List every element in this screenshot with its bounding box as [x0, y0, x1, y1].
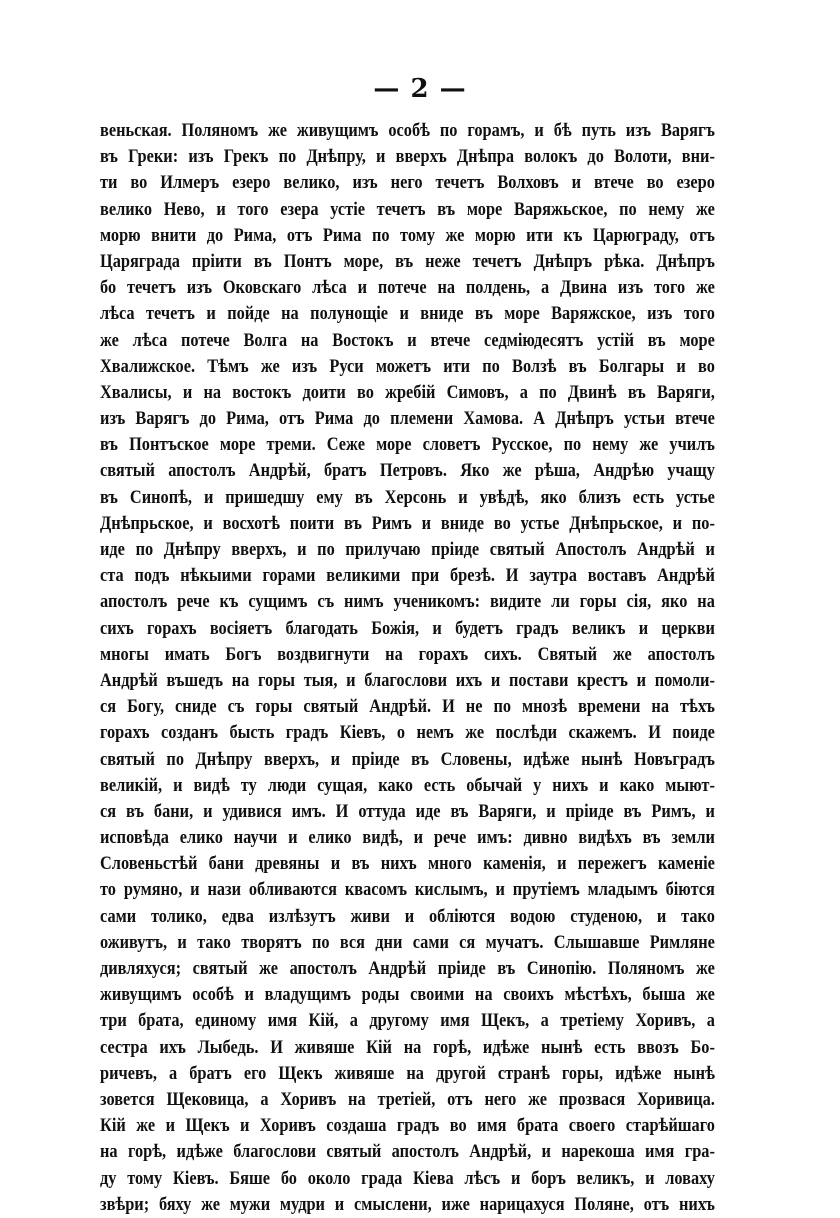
text-line: ста подъ нѣкыими горами великими при брезѣ. И заутра воставъ Андрѣй [100, 565, 715, 587]
text-line: въ Греки: изъ Грекъ по Днѣпру, и вверхъ Днѣпра волокъ до Волоти, вни- [100, 146, 715, 168]
text-line: въ Синопѣ, и пришедшу ему въ Херсонь и увѣдѣ, яко близъ есть устье [100, 486, 715, 508]
text-line: морю внити до Рима, отъ Рима по тому же морю ити къ Царюграду, отъ [100, 224, 715, 246]
text-line: Кій же и Щекъ и Хоривъ создаша градъ во имя брата своего старѣйшаго [100, 1115, 715, 1137]
text-line: въ Понтъское море треми. Сеже море словетъ Русское, по нему же училъ [100, 434, 715, 456]
text-line: великій, и видѣ ту люди сущая, како есть обычай у нихъ и како мыют- [100, 774, 715, 796]
text-line: велико Нево, и того езера устіе течетъ въ море Варяжьское, по нему же [100, 198, 715, 220]
text-line: Хвалижское. Тѣмъ же изъ Руси можетъ ити по Волзѣ въ Болгары и во [100, 355, 715, 377]
text-line: апостолъ рече къ сущимъ съ нимъ ученикомъ: видите ли горы сія, яко на [100, 591, 715, 613]
text-body [100, 118, 715, 1218]
text-line: изъ Варягъ до Рима, отъ Рима до племени Хамова. А Днѣпръ устьи втече [100, 408, 715, 430]
text-line: веньская. Поляномъ же живущимъ особѣ по горамъ, и бѣ путь изъ Варягъ [100, 120, 715, 141]
text-line: дивляхуся; святый же апостолъ Андрѣй пріиде въ Синопію. Поляномъ же [100, 958, 715, 979]
text-line: Словеньстѣй бани древяны и въ нихъ много каменія, и пережегъ каменіе [100, 853, 715, 875]
text-line: многы имать Богъ воздвигнути на горахъ сихъ. Святый же апостолъ [100, 643, 715, 665]
text-line: Днѣпрьское, и восхотѣ поити въ Римъ и внидe во устье Днѣпрьское, и по- [100, 512, 715, 534]
text-line: исповѣда елико научи и елико видѣ, и рече имъ: дивно видѣхъ въ земли [100, 827, 715, 849]
text-line: святый по Днѣпру вверхъ, и пріиде въ Словены, идѣже нынѣ Новъградъ [100, 748, 715, 770]
text-line: лѣса течетъ и пойде на полунощіе и внидe въ море Варяжское, изъ того [100, 303, 715, 325]
text-line: иде по Днѣпру вверхъ, и по прилучаю пріиде святый Апостолъ Андрѣй и [100, 539, 715, 560]
text-line: живущимъ особѣ и владущимъ роды своими на своихъ мѣстѣхъ, быша же [100, 984, 715, 1006]
text-line: ричевъ, а братъ его Щекъ живяше на другой странѣ горы, идѣже нынѣ [100, 1062, 715, 1084]
text-line: бо течетъ изъ Оковскаго лѣса и потече на полдень, а Двина изъ того же [100, 277, 715, 299]
text-line: Андрѣй въшедъ на горы тыя, и благослови ихъ и постави крестъ и помоли- [100, 669, 715, 691]
text-line: ся въ бани, и удивися имъ. И оттуда иде въ Варяги, и пріиде въ Римъ, и [100, 800, 715, 822]
text-line: сихъ горахъ восіяетъ благодать Божія, и будетъ градъ великъ и церкви [100, 617, 715, 639]
text-line: на горѣ, идѣже благослови святый апостолъ Андрѣй, и нарекоша имя гра- [100, 1141, 715, 1163]
text-line: горахъ созданъ бысть градъ Кіевъ, о немъ же послѣди скажемъ. И поиде [100, 722, 715, 744]
text-line: ду тому Кіевъ. Бяше бо около града Кіева лѣсъ и боръ великъ, и ловаху [100, 1167, 715, 1189]
text-line: ся Богу, сниде съ горы святый Андрѣй. И не по мнозѣ времени на тѣхъ [100, 696, 715, 718]
text-line: три брата, единому имя Кій, а другому имя Щекъ, а третіему Хоривъ, а [100, 1010, 715, 1032]
text-line: же лѣса потече Волга на Востокъ и втече седміюдесятъ устій въ море [100, 329, 715, 351]
text-line: зовется Щековица, а Хоривъ на третiей, отъ него же прозвася Хоривица. [100, 1088, 715, 1110]
text-line: ти во Илмеръ езеро велико, изъ него течетъ Волховъ и втече во езеро [100, 172, 715, 194]
text-line: Царяграда пріити въ Понтъ море, въ неже течетъ Днѣпръ рѣка. Днѣпръ [100, 250, 715, 272]
text-line: святый апостолъ Андрѣй, братъ Петровъ. Яко же рѣша, Андрѣю учащу [100, 460, 715, 482]
text-line: сами толико, едва излѣзутъ живи и облiются водою студеною, и тако [100, 905, 715, 927]
text-line: Хвалисы, и на востокъ доити во жребій Симовъ, а по Двинѣ въ Варяги, [100, 381, 715, 403]
text-line: сестра ихъ Лыбедь. И живяше Кій на горѣ, идѣже нынѣ есть ввозъ Бо- [100, 1036, 715, 1058]
page-number: — 2 — [373, 74, 467, 104]
text-line: оживутъ, и тако творятъ по вся дни сами ся мучатъ. Слышавше Римляне [100, 931, 715, 953]
text-line: то румяно, и нази обливаются квасомъ кислымъ, и прутіемъ младымъ біются [100, 879, 715, 901]
text-line: звѣри; бяху же мужи мудри и смыслени, иже нарицахуся Поляне, отъ нихъ [100, 1193, 715, 1215]
